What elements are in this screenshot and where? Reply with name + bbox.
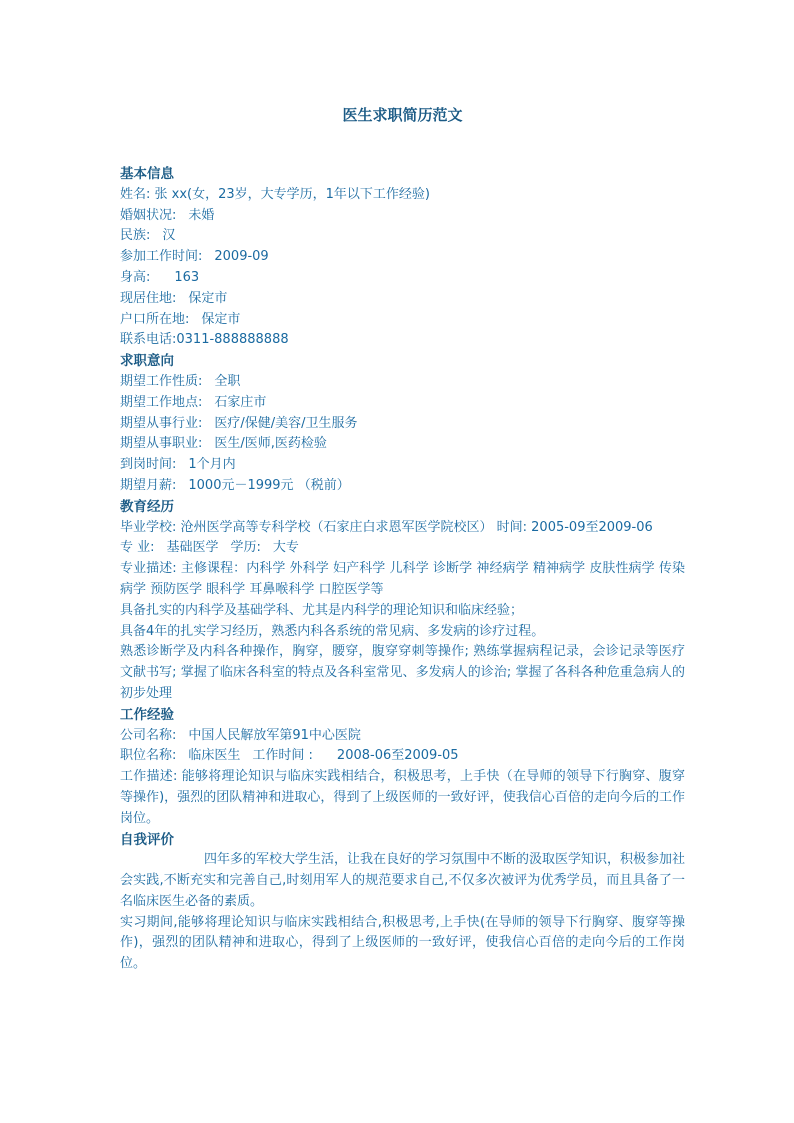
section-job-intent-heading: 求职意向 [120,353,174,370]
salary-line [120,476,685,497]
salary-value: 1000元－1999元 （税前） [188,477,350,493]
job-location-label: 期望工作地点: [120,394,203,410]
work-start-line [120,247,685,268]
work-description: 工作描述: 能够将理论知识与临床实践相结合，积极思考，上手快（在导师的领导下行胸穿、腹穿等操作)，强烈的团队精神和进取心，得到了上级医师的一致好评，使我信心百倍的走向今后的工作岗位。 [120,769,685,826]
self-evaluation-text-1: 四年多的军校大学生活，让我在良好的学习氛围中不断的汲取医学知识，积极参加社会实践,不断充实和完善自己,时刻用军人的规范要求自己,不仅多次被评为优秀学员，而且具备了一名临床医生必备的素质。 [120,852,686,909]
job-occupation-label: 期望从事职业: [120,436,203,452]
arrival-time-label: 到岗时间: [120,457,177,473]
ethnic-value: 汉 [162,228,176,244]
hukou-label: 户口所在地: [120,311,190,327]
work-start-value: 2009-09 [214,249,269,265]
job-occupation-line [120,434,685,455]
phone-value: 0311-888888888 [176,332,289,348]
job-industry-label: 期望从事行业: [120,415,203,431]
self-evaluation-paragraph-2: 实习期间,能够将理论知识与临床实践相结合,积极思考,上手快(在导师的领导下行胸穿、腹穿等操作)，强烈的团队精神和进取心，得到了上级医师的一致好评，使我信心百倍的走向今后的工作岗位。 [120,914,685,972]
work-time-label: 工作时间 : [252,748,313,764]
job-occupation-value: 医生/医师,医药检验 [214,436,327,452]
height-label: 身高: [120,269,151,285]
position-value: 临床医生 [188,748,241,764]
marital-label: 婚姻状况: [120,207,177,223]
job-location-value: 石家庄市 [214,394,267,410]
section-basic-info-heading: 基本信息 [120,166,174,182]
height-line [120,268,685,289]
position-line [120,746,685,767]
marital-status-line [120,206,685,227]
company-line [120,726,685,747]
residence-label: 现居住地: [120,290,177,306]
major-value: 基础医学 [166,540,219,556]
height-value: 163 [174,269,200,285]
marital-value: 未婚 [188,207,215,223]
job-location-line [120,393,685,414]
job-nature-value: 全职 [214,373,241,389]
major-description: 专业描述: 主修课程：内科学 外科学 妇产科学 儿科学 诊断学 神经病学 精神病学 皮肤性病学 传染病学 预防医学 眼科学 耳鼻喉科学 口腔医学等 [120,561,685,597]
job-nature-label: 期望工作性质: [120,373,203,389]
major-line [120,538,685,559]
major-label: 专 业: [120,540,155,556]
degree-value: 大专 [272,540,299,556]
position-label: 职位名称: [120,748,177,764]
job-nature-line [120,372,685,393]
education-paragraph-2: 具备4年的扎实学习经历，熟悉内科各系统的常见病、多发病的诊疗过程。 [120,623,545,639]
arrival-time-value: 1个月内 [188,457,236,473]
phone-label: 联系电话: [120,332,177,348]
page-title: 医生求职简历范文 [342,106,463,124]
self-evaluation-paragraph-1 [120,850,685,912]
arrival-time-line [120,455,685,476]
section-work-heading: 工作经验 [120,706,174,723]
company-value: 中国人民解放军第91中心医院 [188,727,361,743]
residence-value: 保定市 [188,290,228,306]
education-paragraph-1: 具备扎实的内科学及基础学科、尤其是内科学的理论知识和临床经验； [120,602,524,618]
school-line: 毕业学校: 沧州医学高等专科学校（石家庄白求恩军医学院校区） 时间: 2005-09至2009-06 [120,519,653,535]
section-self-evaluation-heading: 自我评价 [120,831,174,848]
section-education-heading: 教育经历 [120,498,174,515]
education-paragraph-3: 熟悉诊断学及内科各种操作，胸穿，腰穿，腹穿穿刺等操作; 熟练掌握病程记录，会诊记录等医疗文献书写; 掌握了临床各科室的特点及各科室常见、多发病人的诊治; 掌握了各科各种危重急病人的初步处理 [120,644,685,701]
ethnic-line [120,226,685,247]
company-label: 公司名称: [120,727,177,743]
job-industry-value: 医疗/保健/美容/卫生服务 [214,415,358,431]
hukou-line [120,310,685,331]
salary-label: 期望月薪: [120,477,177,493]
degree-label: 学历: [230,540,261,556]
phone-line [120,330,685,351]
job-industry-line [120,414,685,435]
name-line: 姓名: 张 xx(女，23岁，大专学历，1年以下工作经验) [120,186,430,202]
hukou-value: 保定市 [201,311,241,327]
resume-page [120,104,685,975]
work-time-value: 2008-06至2009-05 [336,748,459,764]
ethnic-label: 民族: [120,228,151,244]
work-start-label: 参加工作时间: [120,249,203,265]
residence-line [120,289,685,310]
